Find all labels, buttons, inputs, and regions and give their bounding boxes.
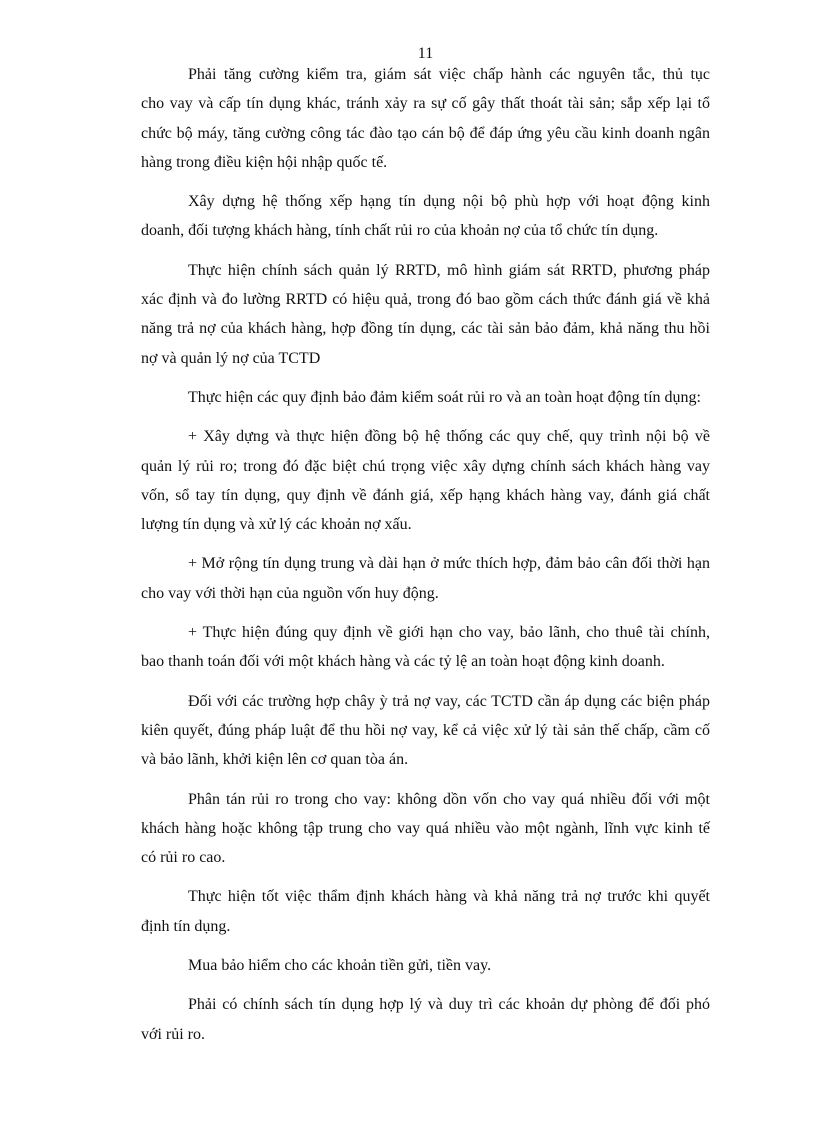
text-line: Thực hiện các quy định bảo đảm kiểm soát rủi ro và an toàn hoạt động tín dụng: (188, 388, 701, 406)
page-number: 11 (417, 45, 434, 62)
text-line: Phân tán rủi ro trong cho vay: không dồn vốn cho vay quá nhiều đối với một (188, 790, 710, 808)
paragraph (141, 951, 710, 980)
text-line: cho vay và cấp tín dụng khác, tránh xảy ra sự cố gây thất thoát tài sản; sắp xếp lại tổ (141, 95, 710, 113)
paragraph (141, 60, 710, 177)
text-line: định tín dụng. (141, 917, 231, 935)
paragraph (141, 990, 710, 1049)
paragraph (141, 785, 710, 873)
text-line: bao thanh toán đối với một khách hàng và các tỷ lệ an toàn hoạt động kinh doanh. (141, 653, 665, 671)
text-line: với rủi ro. (141, 1025, 206, 1043)
text-line: cho vay với thời hạn của nguồn vốn huy động. (141, 584, 439, 602)
paragraph (141, 422, 710, 539)
paragraph (141, 187, 710, 246)
text-line: có rủi ro cao. (141, 849, 226, 867)
text-line: quản lý rủi ro; trong đó đặc biệt chú trọng việc xây dựng chính sách khách hàng vay (141, 457, 710, 475)
paragraph (141, 383, 710, 412)
text-line: Đối với các trường hợp chây ỳ trả nợ vay, các TCTD cần áp dụng các biện pháp (188, 692, 710, 710)
text-line: năng trả nợ của khách hàng, hợp đồng tín dụng, các tài sản bảo đảm, khả năng thu hồi (141, 320, 710, 338)
paragraph (141, 687, 710, 775)
text-line: vốn, sổ tay tín dụng, quy định về đánh giá, xếp hạng khách hàng vay, đánh giá chất (141, 486, 710, 504)
text-line: nợ và quản lý nợ của TCTD (141, 349, 321, 367)
text-line: khách hàng hoặc không tập trung cho vay quá nhiều vào một ngành, lĩnh vực kinh tế (141, 819, 710, 837)
text-line: + Mở rộng tín dụng trung và dài hạn ở mức thích hợp, đảm bảo cân đối thời hạn (188, 555, 710, 573)
text-line: và bảo lãnh, khởi kiện lên cơ quan tòa án. (141, 751, 409, 769)
paragraph (141, 256, 710, 373)
text-line: kiên quyết, đúng pháp luật để thu hồi nợ vay, kể cả việc xử lý tài sản thế chấp, cầm cố (141, 721, 710, 739)
text-line: Mua bảo hiểm cho các khoản tiền gửi, tiền vay. (188, 957, 492, 975)
text-line: Thực hiện tốt việc thẩm định khách hàng và khả năng trả nợ trước khi quyết (188, 888, 710, 906)
document-body (141, 60, 710, 1059)
paragraph (141, 882, 710, 941)
text-line: hàng trong điều kiện hội nhập quốc tế. (141, 153, 388, 171)
paragraph (141, 549, 710, 608)
text-line: Xây dựng hệ thống xếp hạng tín dụng nội bộ phù hợp với hoạt động kinh (188, 193, 710, 211)
text-line: xác định và đo lường RRTD có hiệu quả, trong đó bao gồm cách thức đánh giá về khả (141, 291, 710, 309)
text-line: doanh, đối tượng khách hàng, tính chất rủi ro của khoản nợ của tổ chức tín dụng. (141, 222, 659, 240)
text-line: lượng tín dụng và xử lý các khoản nợ xấu. (141, 516, 412, 534)
text-line: + Thực hiện đúng quy định về giới hạn cho vay, bảo lãnh, cho thuê tài chính, (188, 624, 710, 642)
paragraph (141, 618, 710, 677)
text-line: + Xây dựng và thực hiện đồng bộ hệ thống các quy chế, quy trình nội bộ về (188, 428, 710, 446)
text-line: Thực hiện chính sách quản lý RRTD, mô hình giám sát RRTD, phương pháp (188, 261, 710, 279)
text-line: Phải có chính sách tín dụng hợp lý và duy trì các khoản dự phòng để đối phó (188, 996, 710, 1014)
text-line: Phải tăng cường kiểm tra, giám sát việc chấp hành các nguyên tắc, thủ tục (188, 66, 710, 83)
text-line: chức bộ máy, tăng cường công tác đào tạo cán bộ để đáp ứng yêu cầu kinh doanh ngân (141, 124, 710, 142)
